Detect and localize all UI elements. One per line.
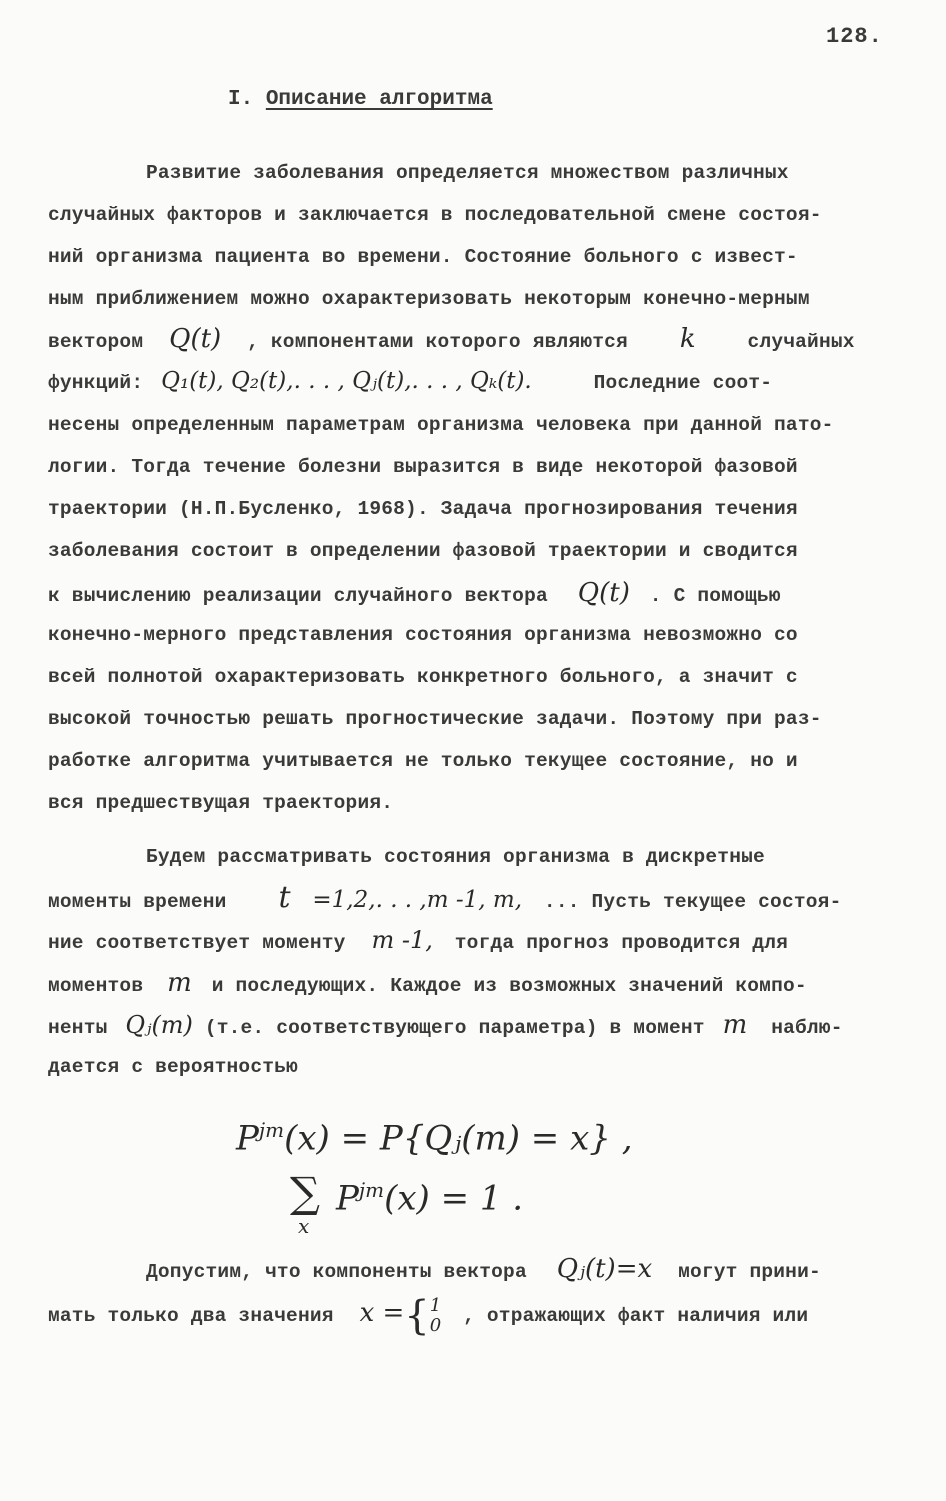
text-fragment: . С помощью bbox=[649, 585, 781, 607]
formula-symbol: P bbox=[336, 1178, 359, 1219]
text-line bbox=[48, 968, 898, 998]
page-number: 128. bbox=[826, 24, 883, 49]
text-fragment: ... Пусть текущее состоя- bbox=[543, 891, 842, 913]
text-line bbox=[48, 368, 898, 394]
text-fragment: Последние соот- bbox=[593, 372, 773, 394]
text-fragment: (т.е. соответствующего параметра) в момент bbox=[204, 1017, 705, 1039]
text-line bbox=[48, 578, 898, 608]
formula-superscript: jm bbox=[258, 1118, 285, 1142]
text-line: работке алгоритма учитывается не только текущее состояние, но и bbox=[48, 750, 798, 772]
text-fragment: функций: bbox=[48, 372, 144, 394]
text-line: дается с вероятностью bbox=[48, 1056, 298, 1078]
text-fragment: ние соответствует моменту bbox=[48, 932, 346, 954]
text-line: конечно-мерного представления состояния организма невозможно со bbox=[48, 624, 798, 646]
text-fragment: ненты bbox=[48, 1017, 108, 1039]
text-line: вся предшествущая траектория. bbox=[48, 792, 394, 814]
text-fragment: , компонентами которого являются bbox=[247, 331, 628, 353]
text-line: высокой точностью решать прогностические задачи. Поэтому при раз- bbox=[48, 708, 822, 730]
formula-body: (x) = 1 . bbox=[384, 1178, 524, 1219]
text-line: Будем рассматривать состояния организма в дискретные bbox=[146, 846, 765, 868]
section-heading bbox=[228, 88, 493, 111]
math-expression: Q(t) bbox=[577, 578, 630, 608]
text-line: ний организма пациента во времени. Состояние больного с извест- bbox=[48, 246, 798, 268]
text-line: заболевания состоит в определении фазовой траектории и сводится bbox=[48, 540, 798, 562]
brace-symbol: { bbox=[404, 1293, 430, 1339]
text-line bbox=[48, 1293, 898, 1339]
sum-symbol: ∑ bbox=[290, 1168, 320, 1217]
math-expression: Qⱼ(m) bbox=[125, 1011, 193, 1039]
math-expression: k bbox=[679, 324, 696, 354]
text-fragment: и последующих. Каждое из возможных значений компо- bbox=[211, 975, 807, 997]
section-number: I. bbox=[228, 88, 254, 111]
text-line bbox=[146, 1254, 946, 1284]
text-fragment: тогда прогноз проводится для bbox=[454, 932, 789, 954]
text-line bbox=[48, 324, 898, 354]
text-line: логии. Тогда течение болезни выразится в виде некоторой фазовой bbox=[48, 456, 798, 478]
sum-index: x bbox=[298, 1214, 310, 1238]
text-fragment: могут прини- bbox=[678, 1261, 821, 1283]
text-fragment: вектором bbox=[48, 331, 144, 353]
text-fragment: случайных bbox=[747, 331, 855, 353]
probability-formula bbox=[236, 1118, 633, 1158]
math-expression: x = bbox=[359, 1298, 405, 1329]
value-cases bbox=[430, 1296, 441, 1336]
formula-superscript: jm bbox=[358, 1178, 385, 1202]
normalization-formula bbox=[336, 1178, 523, 1218]
text-line: всей полнотой охарактеризовать конкретного больного, а значит с bbox=[48, 666, 798, 688]
formula-symbol: P bbox=[236, 1118, 259, 1159]
text-line: несены определенным параметрам организма человека при данной пато- bbox=[48, 414, 834, 436]
text-line: Развитие заболевания определяется множеством различных bbox=[146, 162, 789, 184]
text-line bbox=[48, 1010, 898, 1040]
text-line: случайных факторов и заключается в последовательной смене состоя- bbox=[48, 204, 822, 226]
math-expression: Qⱼ(t)=x bbox=[556, 1254, 653, 1284]
text-fragment: моментов bbox=[48, 975, 144, 997]
case-value: 1 bbox=[429, 1295, 442, 1316]
text-fragment: наблю- bbox=[771, 1017, 843, 1039]
text-fragment: мать только два значения bbox=[48, 1305, 334, 1328]
math-expression: Q₁(t), Q₂(t),. . . , Qⱼ(t),. . . , Qₖ(t). bbox=[161, 368, 532, 394]
text-fragment: , отражающих факт наличия или bbox=[463, 1305, 809, 1328]
text-line bbox=[48, 880, 898, 915]
text-line bbox=[48, 926, 898, 954]
math-expression: Q(t) bbox=[169, 324, 222, 354]
math-expression: t bbox=[278, 880, 291, 915]
math-expression: =1,2,. . . ,m -1, m, bbox=[312, 887, 523, 913]
text-line: траектории (Н.П.Бусленко, 1968). Задача прогнозирования течения bbox=[48, 498, 798, 520]
text-fragment: к вычислению реализации случайного вектора bbox=[48, 585, 548, 607]
text-fragment: Допустим, что компоненты вектора bbox=[146, 1261, 527, 1283]
text-fragment: моменты времени bbox=[48, 891, 227, 913]
math-expression: m bbox=[722, 1010, 748, 1040]
case-value: 0 bbox=[429, 1315, 442, 1336]
text-line: ным приближением можно охарактеризовать некоторым конечно-мерным bbox=[48, 288, 810, 310]
section-title: Описание алгоритма bbox=[265, 88, 493, 111]
math-expression: m -1, bbox=[371, 926, 433, 954]
formula-body: (x) = P{Qⱼ(m) = x} , bbox=[284, 1118, 633, 1159]
math-expression: m bbox=[167, 968, 192, 998]
